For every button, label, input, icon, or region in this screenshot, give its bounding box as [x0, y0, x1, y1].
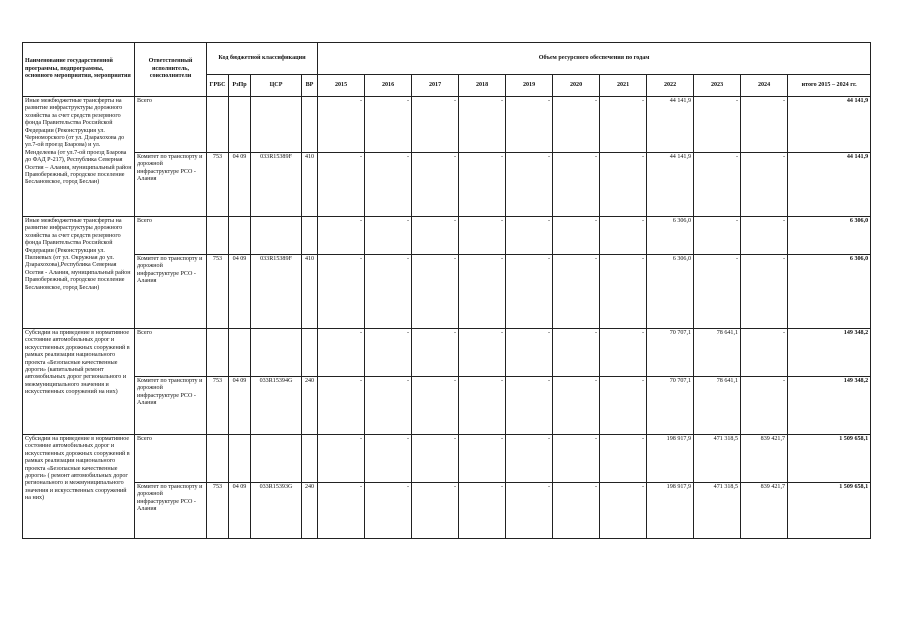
year-value-cell: - [412, 377, 459, 435]
measure-name: Иные межбюджетные трансферты на развитие инфраструктуры дорожного хозяйства за счет средств резервного фонда Правительства Российской Федерации (Реконструкция ул. Пилиевых (от ул. Окружная до ул. Дзарахохова),Республика Северная Осетия - Алания, муниципальный район Правобережный, городское поселение Беслановское, город Беслан) [23, 217, 135, 329]
executor-cell: Всего [135, 435, 207, 483]
year-value-cell: - [318, 329, 365, 377]
year-value-cell: - [318, 377, 365, 435]
header-year: 2024 [741, 75, 788, 97]
year-value-cell: - [600, 217, 647, 255]
year-value-cell: - [412, 329, 459, 377]
year-value-cell: - [553, 255, 600, 329]
year-value-cell: - [318, 255, 365, 329]
year-value-cell: 44 141,9 [647, 153, 694, 217]
year-value-cell: - [506, 483, 553, 539]
executor-cell: Комитет по транспорту и дорожной инфраструктуре РСО - Алания [135, 377, 207, 435]
header-year: 2015 [318, 75, 365, 97]
grbs-cell: 753 [207, 153, 229, 217]
total-cell: 44 141,9 [788, 153, 871, 217]
rzpr-cell [229, 217, 251, 255]
year-value-cell: 70 707,1 [647, 377, 694, 435]
year-value-cell: - [459, 483, 506, 539]
year-value-cell: - [694, 97, 741, 153]
year-value-cell: 70 707,1 [647, 329, 694, 377]
rzpr-cell [229, 329, 251, 377]
header-year: 2022 [647, 75, 694, 97]
year-value-cell: - [553, 435, 600, 483]
year-value-cell: - [600, 153, 647, 217]
total-cell: 44 141,9 [788, 97, 871, 153]
year-value-cell: 6 306,0 [647, 217, 694, 255]
csr-cell: 033R15389F [251, 153, 302, 217]
csr-cell [251, 217, 302, 255]
year-value-cell: - [412, 217, 459, 255]
year-value-cell: - [365, 483, 412, 539]
year-value-cell: 839 421,7 [741, 435, 788, 483]
year-value-cell: - [318, 97, 365, 153]
year-value-cell: 44 141,9 [647, 97, 694, 153]
executor-cell: Комитет по транспорту и дорожной инфраструктуре РСО - Алания [135, 153, 207, 217]
measure-name: Иные межбюджетные трансферты на развитие инфраструктуры дорожного хозяйства за счет средств резервного фонда Правительства Российской Федерации (Реконструкция ул. Черноморского (от ул. Дзарахохова до ул.7-ой проезд Бзарова) и ул. Менделеева (от ул.7-ой проезд Бзарова до ФАД Р-217), Республика Северная Осетия – Алания, муниципальный район Правобережный, городское поселение Беслановское, город Беслан) [23, 97, 135, 217]
header-year: 2019 [506, 75, 553, 97]
year-value-cell: - [741, 217, 788, 255]
year-value-cell: - [365, 435, 412, 483]
year-value-cell: - [412, 255, 459, 329]
executor-cell: Комитет по транспорту и дорожной инфраструктуре РСО - Алания [135, 255, 207, 329]
total-cell: 149 348,2 [788, 329, 871, 377]
year-value-cell: - [553, 329, 600, 377]
year-value-cell: - [506, 153, 553, 217]
table-row [23, 153, 871, 217]
rzpr-cell: 04 09 [229, 255, 251, 329]
table-body [23, 97, 871, 539]
header-year: 2020 [553, 75, 600, 97]
header-year: 2018 [459, 75, 506, 97]
year-value-cell: - [365, 377, 412, 435]
year-value-cell: - [553, 153, 600, 217]
header-budget-class: Код бюджетной классификации [207, 43, 318, 75]
year-value-cell: 198 917,9 [647, 435, 694, 483]
year-value-cell: - [506, 377, 553, 435]
year-value-cell: - [459, 377, 506, 435]
year-value-cell: - [459, 435, 506, 483]
header-grbs: ГРБС [207, 75, 229, 97]
vr-cell: 240 [302, 377, 318, 435]
vr-cell [302, 97, 318, 153]
vr-cell [302, 329, 318, 377]
year-value-cell: 6 306,0 [647, 255, 694, 329]
rzpr-cell [229, 97, 251, 153]
header-year: 2017 [412, 75, 459, 97]
executor-cell: Всего [135, 217, 207, 255]
year-value-cell: - [506, 329, 553, 377]
year-value-cell: - [600, 377, 647, 435]
vr-cell [302, 217, 318, 255]
year-value-cell: - [600, 435, 647, 483]
header-csr: ЦСР [251, 75, 302, 97]
total-cell: 1 509 658,1 [788, 483, 871, 539]
rzpr-cell [229, 435, 251, 483]
executor-cell: Комитет по транспорту и дорожной инфраструктуре РСО - Алания [135, 483, 207, 539]
year-value-cell: - [318, 435, 365, 483]
vr-cell: 410 [302, 153, 318, 217]
year-value-cell: - [412, 97, 459, 153]
grbs-cell: 753 [207, 377, 229, 435]
vr-cell: 410 [302, 255, 318, 329]
year-value-cell: - [694, 153, 741, 217]
year-value-cell: - [459, 329, 506, 377]
total-cell: 6 306,0 [788, 217, 871, 255]
year-value-cell: - [506, 255, 553, 329]
year-value-cell: - [741, 255, 788, 329]
year-value-cell: - [459, 153, 506, 217]
grbs-cell [207, 217, 229, 255]
header-total: итого 2015 – 2024 гг. [788, 75, 871, 97]
year-value-cell: 78 641,1 [694, 329, 741, 377]
total-cell: 1 509 658,1 [788, 435, 871, 483]
table-row [23, 377, 871, 435]
year-value-cell: - [365, 153, 412, 217]
header-rzpr: РзПр [229, 75, 251, 97]
year-value-cell: - [318, 483, 365, 539]
header-name: Наименование государственной программы, подпрограммы, основного мероприятия, мероприятия [23, 43, 135, 97]
csr-cell: 033R15389F [251, 255, 302, 329]
header-year: 2023 [694, 75, 741, 97]
year-value-cell: - [365, 329, 412, 377]
total-cell: 6 306,0 [788, 255, 871, 329]
grbs-cell [207, 97, 229, 153]
year-value-cell: 839 421,7 [741, 483, 788, 539]
header-executor: Ответственный исполнитель, соисполнители [135, 43, 207, 97]
year-value-cell: - [365, 97, 412, 153]
measure-name: Субсидии на приведение в нормативное состояние автомобильных дорог и искусственных дорожных сооружений в рамках реализации национального проекта «Безопасные качественные дороги» ( ремонт автомобильных дорог регионального и межмуниципального значения и искусственных сооружений на них) [23, 435, 135, 539]
rzpr-cell: 04 09 [229, 153, 251, 217]
table-row [23, 435, 871, 483]
year-value-cell: - [741, 153, 788, 217]
header-year: 2021 [600, 75, 647, 97]
year-value-cell: 78 641,1 [694, 377, 741, 435]
header-year: 2016 [365, 75, 412, 97]
vr-cell: 240 [302, 483, 318, 539]
grbs-cell [207, 435, 229, 483]
measure-name: Субсидии на приведение в нормативное состояние автомобильных дорог и искусственных дорожных сооружений в рамках реализации национального проекта «Безопасные качественные дороги» (капитальный ремонт автомобильных дорог регионального и межмуниципального значения и искусственных сооружений на них) [23, 329, 135, 435]
rzpr-cell: 04 09 [229, 483, 251, 539]
table-row [23, 255, 871, 329]
year-value-cell: - [694, 255, 741, 329]
year-value-cell: - [365, 255, 412, 329]
header-resources: Объем ресурсного обеспечения по годам [318, 43, 871, 75]
year-value-cell: - [741, 329, 788, 377]
year-value-cell: - [459, 217, 506, 255]
csr-cell [251, 435, 302, 483]
grbs-cell: 753 [207, 255, 229, 329]
year-value-cell: - [506, 435, 553, 483]
csr-cell: 033R15394G [251, 377, 302, 435]
year-value-cell: - [553, 97, 600, 153]
table-row [23, 329, 871, 377]
year-value-cell: - [506, 97, 553, 153]
table-row [23, 97, 871, 153]
year-value-cell: - [318, 217, 365, 255]
total-cell: 149 348,2 [788, 377, 871, 435]
executor-cell: Всего [135, 97, 207, 153]
year-value-cell: - [600, 483, 647, 539]
grbs-cell: 753 [207, 483, 229, 539]
year-value-cell: - [553, 217, 600, 255]
year-value-cell: - [694, 217, 741, 255]
year-value-cell: - [600, 255, 647, 329]
csr-cell [251, 329, 302, 377]
year-value-cell: 471 318,5 [694, 435, 741, 483]
year-value-cell: - [459, 97, 506, 153]
csr-cell [251, 97, 302, 153]
year-value-cell: - [600, 97, 647, 153]
table-row [23, 483, 871, 539]
table-row [23, 217, 871, 255]
year-value-cell: - [553, 377, 600, 435]
budget-table [22, 42, 871, 539]
year-value-cell: 198 917,9 [647, 483, 694, 539]
year-value-cell: - [412, 435, 459, 483]
year-value-cell: - [553, 483, 600, 539]
year-value-cell: - [459, 255, 506, 329]
rzpr-cell: 04 09 [229, 377, 251, 435]
header-vr: ВР [302, 75, 318, 97]
executor-cell: Всего [135, 329, 207, 377]
year-value-cell: - [412, 483, 459, 539]
budget-table-sheet [22, 42, 868, 539]
year-value-cell: - [741, 377, 788, 435]
year-value-cell: - [506, 217, 553, 255]
year-value-cell: - [600, 329, 647, 377]
year-value-cell: - [365, 217, 412, 255]
year-value-cell: - [741, 97, 788, 153]
vr-cell [302, 435, 318, 483]
csr-cell: 033R15393G [251, 483, 302, 539]
year-value-cell: - [412, 153, 459, 217]
year-value-cell: - [318, 153, 365, 217]
year-value-cell: 471 318,5 [694, 483, 741, 539]
grbs-cell [207, 329, 229, 377]
